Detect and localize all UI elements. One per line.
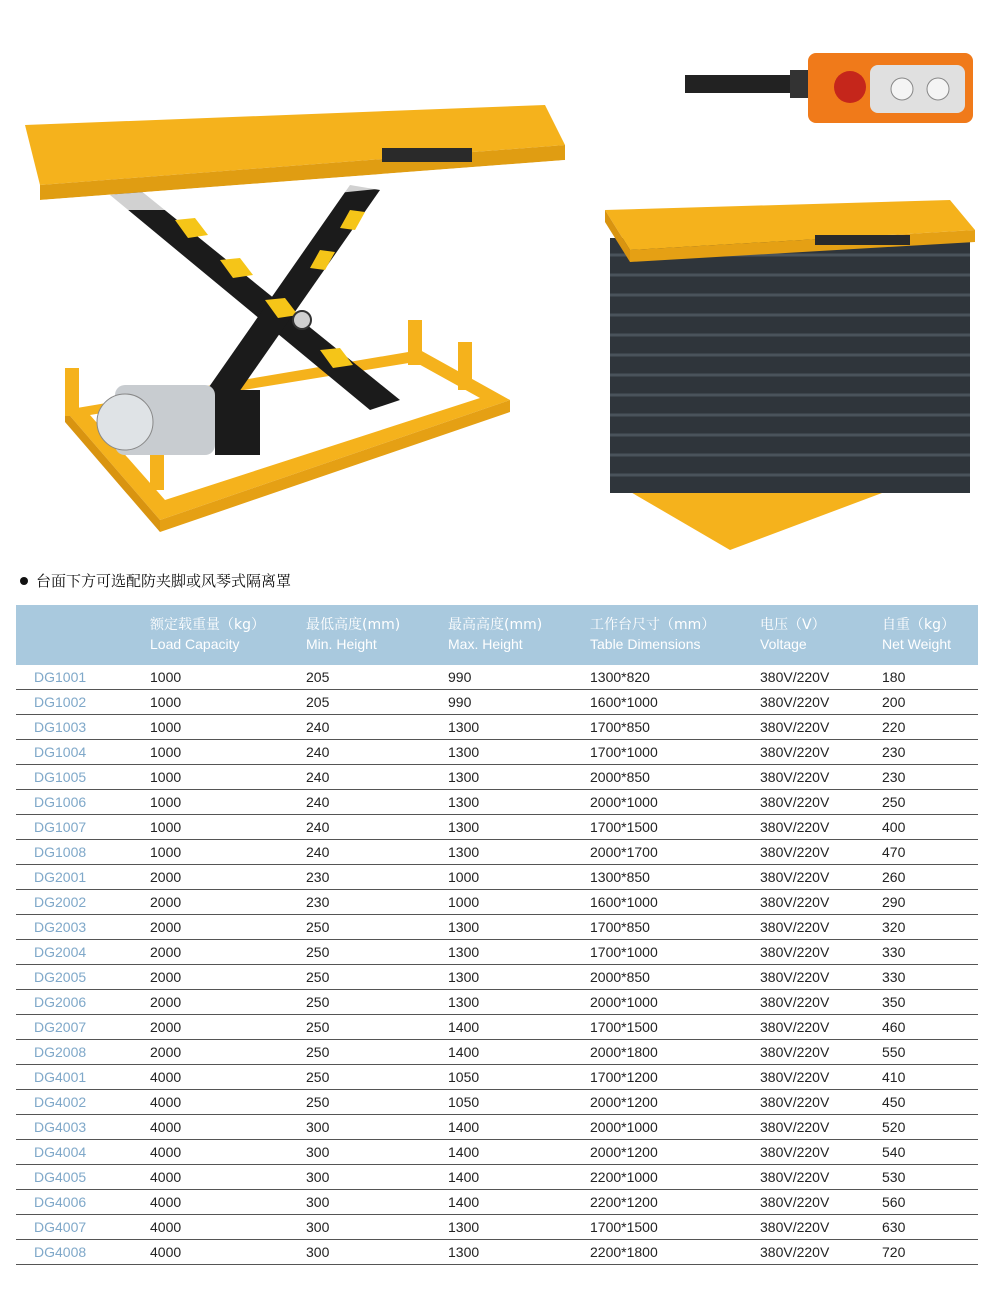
option-note — [20, 570, 291, 591]
table-row — [16, 990, 978, 1015]
table-row — [16, 1215, 978, 1240]
cell-load-capacity: 4000 — [144, 1240, 300, 1265]
cell-min-height: 250 — [300, 915, 442, 940]
cell-net-weight: 350 — [876, 990, 978, 1015]
cell-min-height: 230 — [300, 865, 442, 890]
cell-voltage: 380V/220V — [754, 665, 876, 690]
cell-max-height: 1000 — [442, 890, 584, 915]
cell-voltage: 380V/220V — [754, 965, 876, 990]
cell-max-height: 1300 — [442, 1240, 584, 1265]
spec-table-header — [16, 605, 978, 665]
cell-table-dimensions: 2000*1200 — [584, 1140, 754, 1165]
cell-voltage: 380V/220V — [754, 840, 876, 865]
cell-min-height: 300 — [300, 1140, 442, 1165]
cell-voltage: 380V/220V — [754, 890, 876, 915]
cell-voltage: 380V/220V — [754, 940, 876, 965]
cell-min-height: 250 — [300, 990, 442, 1015]
cell-min-height: 240 — [300, 815, 442, 840]
cell-load-capacity: 1000 — [144, 665, 300, 690]
cell-net-weight: 320 — [876, 915, 978, 940]
cell-load-capacity: 2000 — [144, 965, 300, 990]
cell-min-height: 240 — [300, 740, 442, 765]
cell-model: DG1002 — [16, 690, 144, 715]
table-row — [16, 765, 978, 790]
cell-model: DG2003 — [16, 915, 144, 940]
cell-max-height: 1300 — [442, 740, 584, 765]
spec-table-body — [16, 665, 978, 1265]
cell-min-height: 205 — [300, 665, 442, 690]
cell-voltage: 380V/220V — [754, 1015, 876, 1040]
cell-min-height: 240 — [300, 715, 442, 740]
cell-max-height: 1400 — [442, 1165, 584, 1190]
table-row — [16, 965, 978, 990]
spec-table — [16, 605, 978, 1265]
cell-table-dimensions: 1300*850 — [584, 865, 754, 890]
cell-load-capacity: 1000 — [144, 690, 300, 715]
cell-max-height: 1300 — [442, 915, 584, 940]
cell-voltage: 380V/220V — [754, 715, 876, 740]
cell-net-weight: 230 — [876, 765, 978, 790]
table-row — [16, 890, 978, 915]
cell-load-capacity: 1000 — [144, 790, 300, 815]
cell-table-dimensions: 1300*820 — [584, 665, 754, 690]
cell-voltage: 380V/220V — [754, 1115, 876, 1140]
bullet-icon — [20, 577, 28, 585]
cell-net-weight: 530 — [876, 1165, 978, 1190]
cell-model: DG4002 — [16, 1090, 144, 1115]
cell-load-capacity: 4000 — [144, 1065, 300, 1090]
cell-load-capacity: 2000 — [144, 890, 300, 915]
cell-load-capacity: 2000 — [144, 1040, 300, 1065]
cell-load-capacity: 1000 — [144, 765, 300, 790]
cell-min-height: 250 — [300, 1090, 442, 1115]
cell-table-dimensions: 1600*1000 — [584, 690, 754, 715]
cell-max-height: 1050 — [442, 1090, 584, 1115]
cell-voltage: 380V/220V — [754, 790, 876, 815]
cell-table-dimensions: 1700*850 — [584, 915, 754, 940]
cell-load-capacity: 4000 — [144, 1140, 300, 1165]
cell-voltage: 380V/220V — [754, 690, 876, 715]
cell-table-dimensions: 2000*850 — [584, 965, 754, 990]
cell-table-dimensions: 2200*1000 — [584, 1165, 754, 1190]
cell-voltage: 380V/220V — [754, 740, 876, 765]
cell-table-dimensions: 1700*1500 — [584, 815, 754, 840]
cell-max-height: 1300 — [442, 965, 584, 990]
cell-table-dimensions: 2000*1000 — [584, 790, 754, 815]
cell-voltage: 380V/220V — [754, 765, 876, 790]
cell-table-dimensions: 1700*850 — [584, 715, 754, 740]
cell-voltage: 380V/220V — [754, 1140, 876, 1165]
cell-max-height: 1400 — [442, 1015, 584, 1040]
cell-min-height: 250 — [300, 1040, 442, 1065]
pendant-controller-image — [680, 45, 980, 130]
cell-net-weight: 720 — [876, 1240, 978, 1265]
cell-table-dimensions: 1700*1000 — [584, 740, 754, 765]
cell-net-weight: 230 — [876, 740, 978, 765]
cell-table-dimensions: 2200*1200 — [584, 1190, 754, 1215]
cell-load-capacity: 2000 — [144, 865, 300, 890]
table-row — [16, 1115, 978, 1140]
cell-max-height: 1300 — [442, 715, 584, 740]
cell-max-height: 1400 — [442, 1040, 584, 1065]
cell-max-height: 1400 — [442, 1140, 584, 1165]
bellows-lift-image — [590, 180, 990, 550]
cell-model: DG2008 — [16, 1040, 144, 1065]
cell-load-capacity: 2000 — [144, 1015, 300, 1040]
cell-table-dimensions: 2000*850 — [584, 765, 754, 790]
cell-voltage: 380V/220V — [754, 1040, 876, 1065]
cell-min-height: 250 — [300, 965, 442, 990]
cell-min-height: 240 — [300, 840, 442, 865]
cell-table-dimensions: 2000*1200 — [584, 1090, 754, 1115]
header-min-height: 最低高度(mm) Min. Height — [306, 617, 401, 652]
cell-model: DG2007 — [16, 1015, 144, 1040]
cell-load-capacity: 1000 — [144, 840, 300, 865]
table-row — [16, 1240, 978, 1265]
cell-model: DG1005 — [16, 765, 144, 790]
table-row — [16, 690, 978, 715]
cell-table-dimensions: 2000*1000 — [584, 990, 754, 1015]
table-row — [16, 1065, 978, 1090]
cell-model: DG2004 — [16, 940, 144, 965]
cell-model: DG1007 — [16, 815, 144, 840]
cell-table-dimensions: 2000*1800 — [584, 1040, 754, 1065]
cell-voltage: 380V/220V — [754, 1065, 876, 1090]
cell-model: DG2002 — [16, 890, 144, 915]
cell-voltage: 380V/220V — [754, 990, 876, 1015]
header-table-dimensions: 工作台尺寸（mm） Table Dimensions — [590, 617, 716, 652]
table-row — [16, 1140, 978, 1165]
cell-net-weight: 460 — [876, 1015, 978, 1040]
cell-max-height: 1300 — [442, 1215, 584, 1240]
cell-model: DG4006 — [16, 1190, 144, 1215]
cell-min-height: 250 — [300, 940, 442, 965]
cell-table-dimensions: 2000*1700 — [584, 840, 754, 865]
option-note-text: 台面下方可选配防夹脚或风琴式隔离罩 — [36, 572, 292, 590]
header-voltage: 电压（V） Voltage — [760, 617, 826, 652]
cell-load-capacity: 1000 — [144, 815, 300, 840]
table-row — [16, 840, 978, 865]
cell-net-weight: 450 — [876, 1090, 978, 1115]
cell-table-dimensions: 1700*1200 — [584, 1065, 754, 1090]
cell-table-dimensions: 1600*1000 — [584, 890, 754, 915]
cell-net-weight: 630 — [876, 1215, 978, 1240]
cell-voltage: 380V/220V — [754, 915, 876, 940]
cell-min-height: 240 — [300, 790, 442, 815]
cell-net-weight: 470 — [876, 840, 978, 865]
table-row — [16, 1190, 978, 1215]
cell-model: DG1003 — [16, 715, 144, 740]
cell-min-height: 300 — [300, 1165, 442, 1190]
table-row — [16, 915, 978, 940]
cell-table-dimensions: 1700*1000 — [584, 940, 754, 965]
cell-max-height: 1300 — [442, 840, 584, 865]
cell-net-weight: 400 — [876, 815, 978, 840]
cell-load-capacity: 4000 — [144, 1190, 300, 1215]
cell-max-height: 1400 — [442, 1115, 584, 1140]
cell-min-height: 230 — [300, 890, 442, 915]
cell-net-weight: 250 — [876, 790, 978, 815]
cell-load-capacity: 2000 — [144, 915, 300, 940]
table-row — [16, 1090, 978, 1115]
cell-load-capacity: 2000 — [144, 990, 300, 1015]
cell-net-weight: 330 — [876, 940, 978, 965]
cell-model: DG2001 — [16, 865, 144, 890]
cell-min-height: 300 — [300, 1215, 442, 1240]
cell-max-height: 1050 — [442, 1065, 584, 1090]
cell-table-dimensions: 2000*1000 — [584, 1115, 754, 1140]
table-row — [16, 1165, 978, 1190]
cell-load-capacity: 4000 — [144, 1215, 300, 1240]
table-row — [16, 815, 978, 840]
scissor-lift-image — [20, 100, 580, 540]
cell-max-height: 1300 — [442, 790, 584, 815]
table-row — [16, 1040, 978, 1065]
cell-min-height: 300 — [300, 1190, 442, 1215]
table-row — [16, 665, 978, 690]
cell-voltage: 380V/220V — [754, 1190, 876, 1215]
header-model — [16, 605, 144, 665]
cell-load-capacity: 4000 — [144, 1115, 300, 1140]
cell-table-dimensions: 1700*1500 — [584, 1015, 754, 1040]
cell-voltage: 380V/220V — [754, 1240, 876, 1265]
cell-max-height: 1300 — [442, 940, 584, 965]
cell-model: DG1008 — [16, 840, 144, 865]
cell-max-height: 1000 — [442, 865, 584, 890]
cell-model: DG2005 — [16, 965, 144, 990]
cell-voltage: 380V/220V — [754, 815, 876, 840]
cell-model: DG2006 — [16, 990, 144, 1015]
cell-model: DG1001 — [16, 665, 144, 690]
cell-voltage: 380V/220V — [754, 1165, 876, 1190]
cell-max-height: 990 — [442, 690, 584, 715]
header-load-capacity: 额定载重量（kg） Load Capacity — [150, 617, 265, 652]
table-row — [16, 940, 978, 965]
cell-min-height: 240 — [300, 765, 442, 790]
cell-table-dimensions: 2200*1800 — [584, 1240, 754, 1265]
cell-net-weight: 560 — [876, 1190, 978, 1215]
cell-net-weight: 290 — [876, 890, 978, 915]
table-row — [16, 715, 978, 740]
table-row — [16, 865, 978, 890]
cell-max-height: 1300 — [442, 990, 584, 1015]
cell-net-weight: 180 — [876, 665, 978, 690]
cell-voltage: 380V/220V — [754, 1215, 876, 1240]
cell-max-height: 1300 — [442, 815, 584, 840]
cell-model: DG4003 — [16, 1115, 144, 1140]
cell-model: DG4008 — [16, 1240, 144, 1265]
cell-table-dimensions: 1700*1500 — [584, 1215, 754, 1240]
cell-load-capacity: 2000 — [144, 940, 300, 965]
cell-min-height: 205 — [300, 690, 442, 715]
cell-net-weight: 260 — [876, 865, 978, 890]
cell-voltage: 380V/220V — [754, 865, 876, 890]
table-row — [16, 1015, 978, 1040]
cell-net-weight: 550 — [876, 1040, 978, 1065]
cell-model: DG4005 — [16, 1165, 144, 1190]
cell-net-weight: 200 — [876, 690, 978, 715]
cell-voltage: 380V/220V — [754, 1090, 876, 1115]
cell-net-weight: 330 — [876, 965, 978, 990]
cell-model: DG4004 — [16, 1140, 144, 1165]
cell-load-capacity: 4000 — [144, 1165, 300, 1190]
cell-load-capacity: 1000 — [144, 715, 300, 740]
cell-model: DG1006 — [16, 790, 144, 815]
cell-net-weight: 220 — [876, 715, 978, 740]
cell-min-height: 300 — [300, 1240, 442, 1265]
table-row — [16, 740, 978, 765]
cell-load-capacity: 1000 — [144, 740, 300, 765]
cell-model: DG4007 — [16, 1215, 144, 1240]
cell-max-height: 1400 — [442, 1190, 584, 1215]
cell-net-weight: 410 — [876, 1065, 978, 1090]
cell-net-weight: 520 — [876, 1115, 978, 1140]
cell-min-height: 250 — [300, 1065, 442, 1090]
cell-net-weight: 540 — [876, 1140, 978, 1165]
header-net-weight: 自重（kg） Net Weight — [882, 617, 955, 652]
cell-model: DG4001 — [16, 1065, 144, 1090]
cell-min-height: 250 — [300, 1015, 442, 1040]
cell-load-capacity: 4000 — [144, 1090, 300, 1115]
header-max-height: 最高高度(mm) Max. Height — [448, 617, 543, 652]
cell-model: DG1004 — [16, 740, 144, 765]
cell-max-height: 990 — [442, 665, 584, 690]
cell-max-height: 1300 — [442, 765, 584, 790]
cell-min-height: 300 — [300, 1115, 442, 1140]
table-row — [16, 790, 978, 815]
